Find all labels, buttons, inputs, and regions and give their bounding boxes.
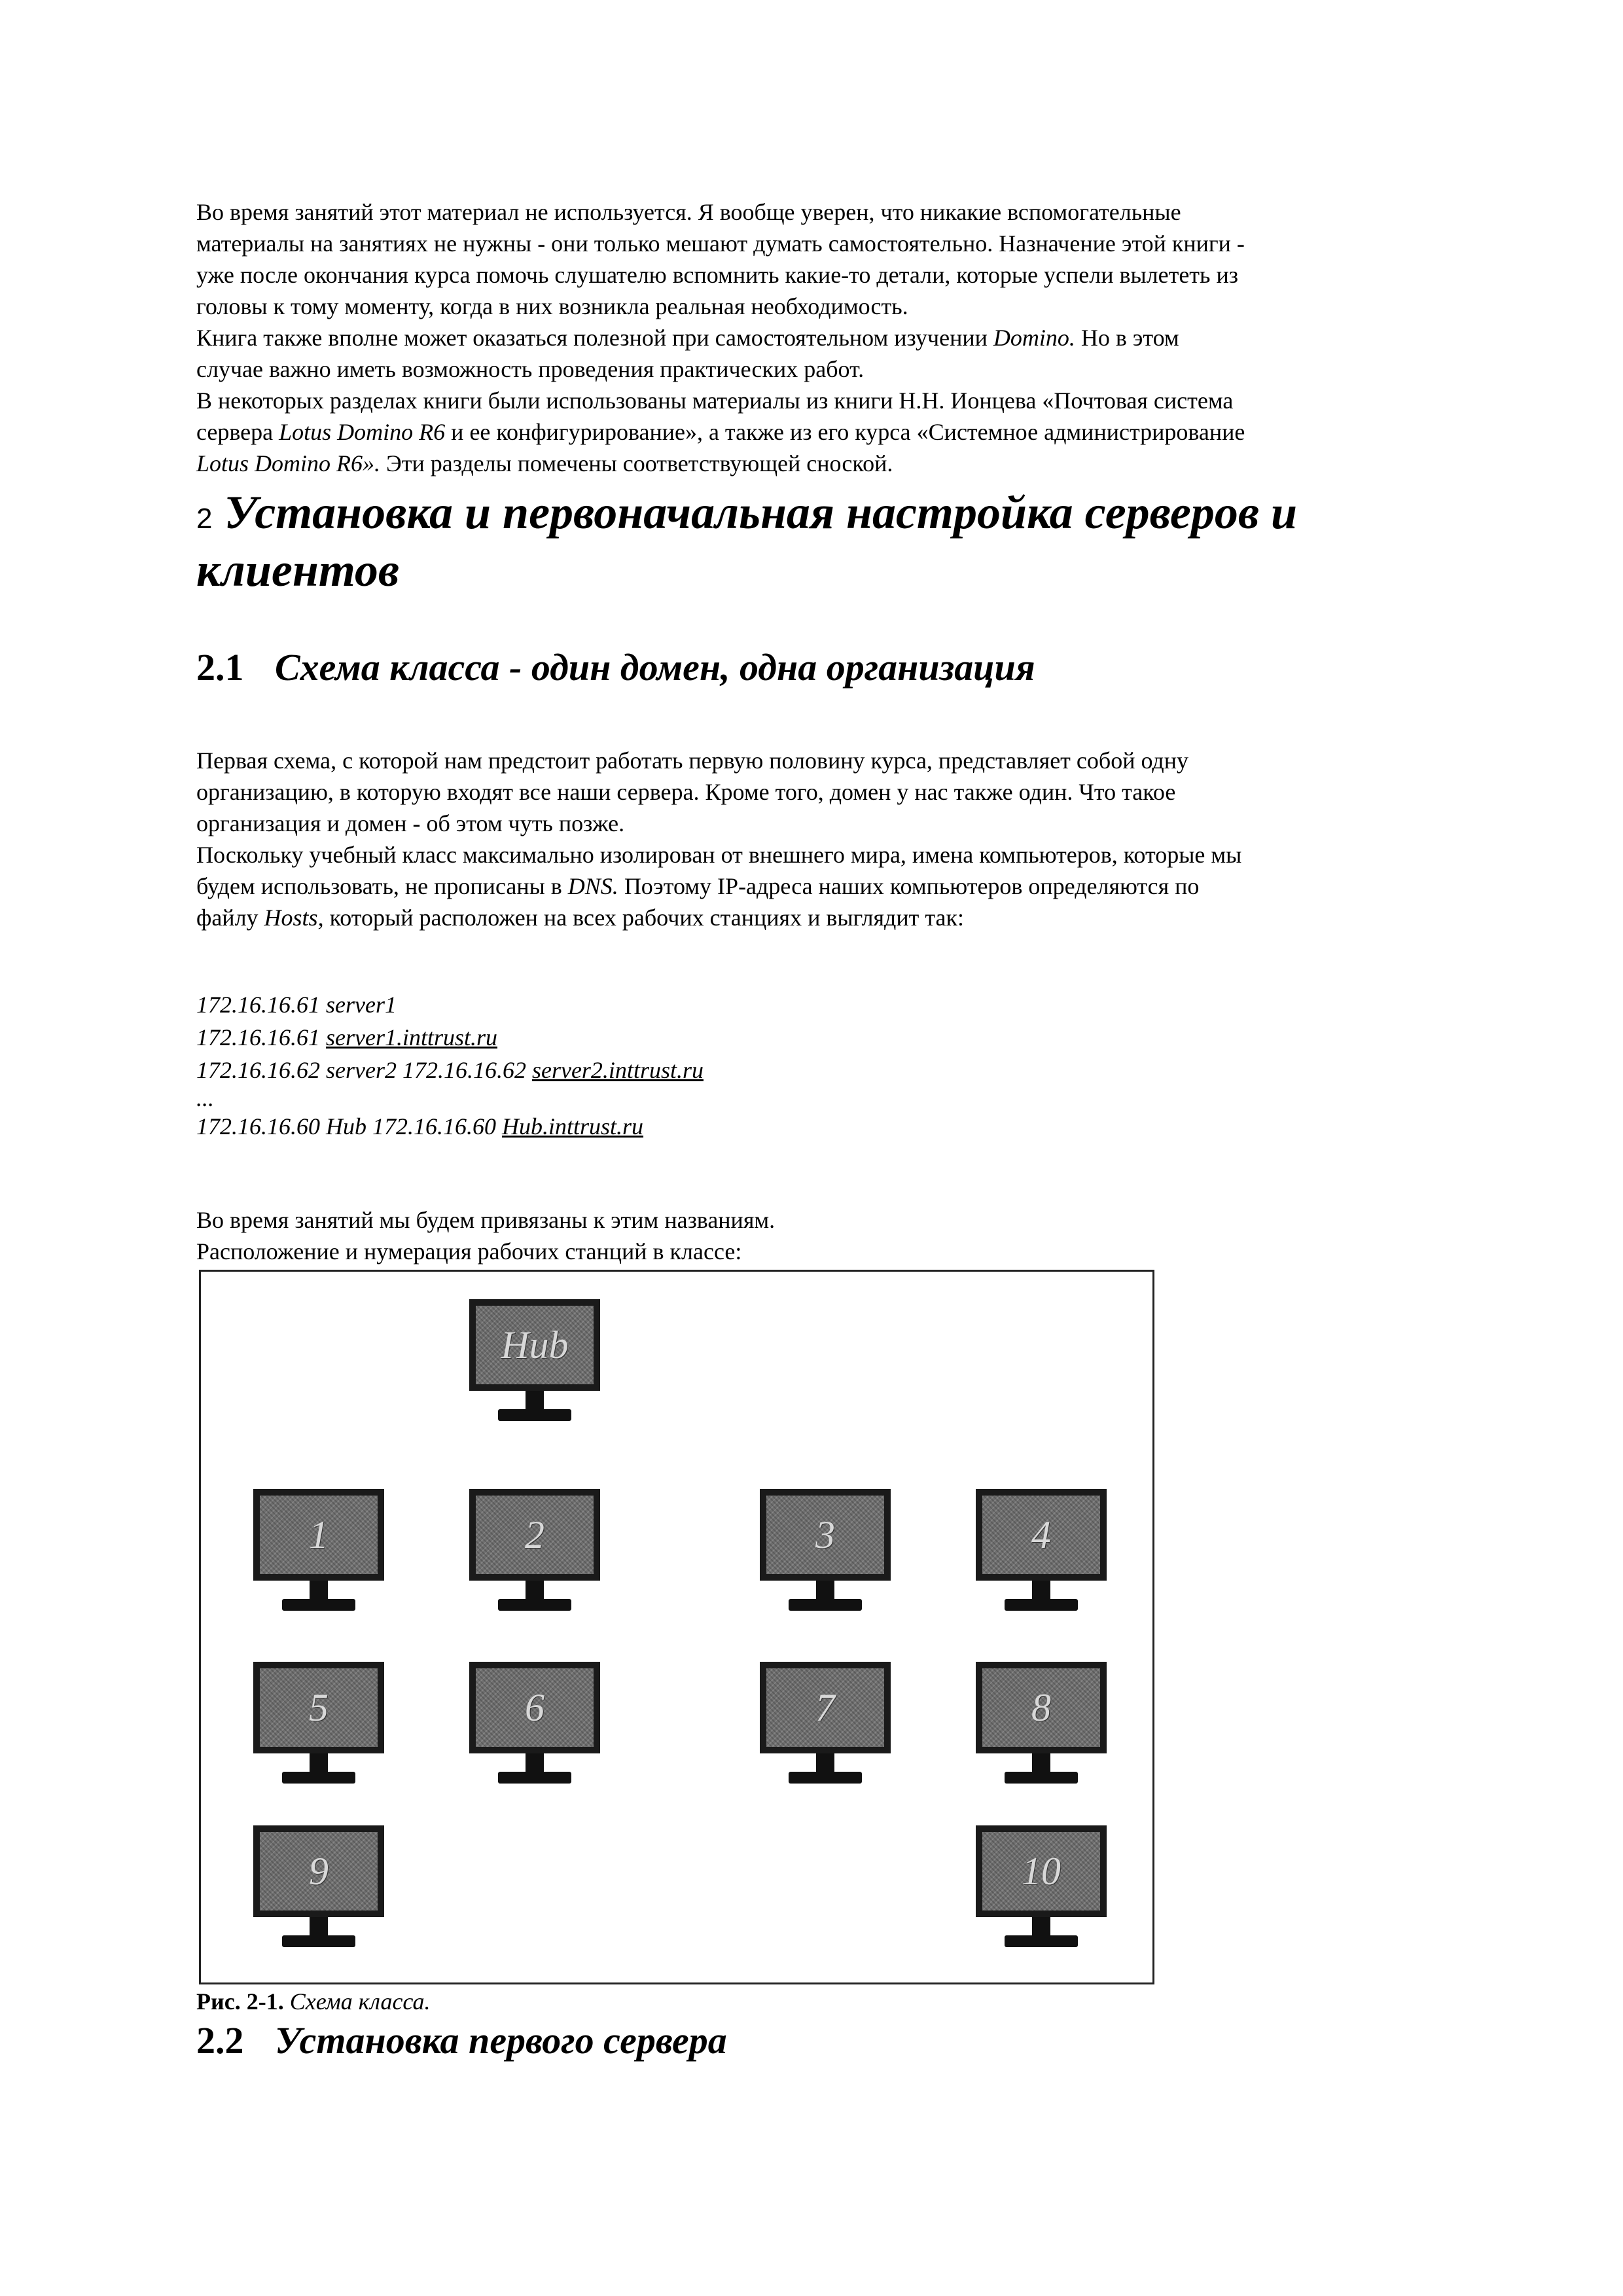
monitor-base: [498, 1599, 571, 1611]
section-2-1-number: 2.1: [196, 646, 244, 689]
station-10-monitor: [976, 1825, 1107, 1950]
lotus-domino-term: Lotus Domino R6: [279, 419, 446, 445]
monitor-stand: [526, 1391, 544, 1410]
intro-p1-line-3: уже после окончания курса помочь слушателю вспомнить какие-то детали, которые успели вылететь из: [196, 262, 1238, 288]
intro-p2-line-1: [196, 322, 1440, 353]
section-2-title-line-2: клиентов: [196, 544, 400, 596]
server1-link[interactable]: server1.inttrust.ru: [326, 1024, 498, 1050]
intro-p3-line-1: В некоторых разделах книги были использованы материалы из книги Н.Н. Ионцева «Почтовая система: [196, 387, 1234, 414]
hosts-line-2-ip: 172.16.16.61: [196, 1024, 326, 1050]
station-4-label: 4: [1031, 1513, 1051, 1556]
monitor-base: [789, 1599, 862, 1611]
station-4-screen: [976, 1489, 1107, 1581]
monitor-base: [1005, 1599, 1078, 1611]
s21-p1-line-2: организацию, в которую входят все наши сервера. Кроме того, домен у нас также один. Что такое: [196, 779, 1176, 805]
intro-paragraph-1: [196, 196, 1440, 322]
intro-p2-text-end: Но в этом: [1075, 325, 1179, 351]
hosts-line-2: [196, 1021, 704, 1054]
monitor-base: [282, 1935, 355, 1947]
section-2-number: 2: [196, 503, 213, 535]
station-5-screen: [253, 1662, 384, 1753]
hosts-line-5: [196, 1110, 704, 1143]
intro-paragraph-3: [196, 385, 1440, 479]
station-8-screen: [976, 1662, 1107, 1753]
monitor-stand: [310, 1581, 328, 1600]
figure-caption: [196, 1986, 430, 2017]
station-2-monitor: [469, 1489, 600, 1613]
station-10-label: 10: [1022, 1849, 1061, 1893]
station-6-label: 6: [525, 1685, 544, 1729]
s21-p2-line-2: [196, 870, 1440, 902]
section-2-2-number: 2.2: [196, 2019, 244, 2062]
intro-p2-line-2: случае важно иметь возможность проведения практических работ.: [196, 356, 865, 382]
station-3-monitor: [760, 1489, 891, 1613]
station-7-screen: [760, 1662, 891, 1753]
monitor-base: [1005, 1772, 1078, 1784]
after-hosts-line-2: Расположение и нумерация рабочих станций в классе:: [196, 1238, 742, 1265]
intro-p1-line-2: материалы на занятиях не нужны - они только мешают думать самостоятельно. Назначение этой книги -: [196, 230, 1245, 257]
section-2-2-heading: [196, 2017, 727, 2064]
monitor-stand: [526, 1753, 544, 1773]
hosts-term: Hosts,: [264, 905, 324, 931]
station-1-monitor: [253, 1489, 384, 1613]
figure-caption-text: Схема класса.: [283, 1988, 431, 2015]
station-9-monitor: [253, 1825, 384, 1950]
s21-p2-text-2: файлу: [196, 905, 264, 931]
monitor-stand: [526, 1581, 544, 1600]
station-8-label: 8: [1031, 1685, 1051, 1729]
section-2-heading: [196, 483, 1440, 548]
station-5-monitor: [253, 1662, 384, 1786]
monitor-base: [789, 1772, 862, 1784]
section-2-title-line-1: Установка и первоначальная настройка серверов и: [224, 486, 1298, 539]
s21-p2-line-3: [196, 902, 1440, 933]
monitor-base: [498, 1772, 571, 1784]
monitor-stand: [816, 1753, 834, 1773]
hosts-line-1: 172.16.16.61 server1: [196, 992, 397, 1018]
intro-p3-text-end: и ее конфигурирование», а также из его курса «Системное администрирование: [445, 419, 1245, 445]
station-6-screen: [469, 1662, 600, 1753]
hosts-line-ellipsis: ...: [196, 1085, 214, 1111]
station-3-screen: [760, 1489, 891, 1581]
monitor-base: [1005, 1935, 1078, 1947]
s21-p1-line-3: организация и домен - об этом чуть позже.: [196, 810, 625, 836]
s21-p2-text-end-2: который расположен на всех рабочих станциях и выглядит так:: [323, 905, 964, 931]
monitor-base: [282, 1772, 355, 1784]
intro-p1-line-4: головы к тому моменту, когда в них возникла реальная необходимость.: [196, 293, 908, 319]
section-2-1-heading: [196, 644, 1035, 691]
intro-paragraph-2: [196, 322, 1440, 385]
station-6-monitor: [469, 1662, 600, 1786]
station-7-monitor: [760, 1662, 891, 1786]
s21-p2-line-1: Поскольку учебный класс максимально изолирован от внешнего мира, имена компьютеров, которые мы: [196, 842, 1242, 868]
station-3-label: 3: [815, 1513, 835, 1556]
station-10-screen: [976, 1825, 1107, 1917]
after-hosts-line-1: Во время занятий мы будем привязаны к этим названиям.: [196, 1207, 776, 1233]
s21-p1-line-1: Первая схема, с которой нам предстоит работать первую половину курса, представляет собой одну: [196, 747, 1189, 774]
intro-p2-text: Книга также вполне может оказаться полезной при самостоятельном изучении: [196, 325, 993, 351]
intro-p3-line-2: [196, 416, 1440, 448]
hub-monitor: [469, 1299, 600, 1424]
section-2-1-paragraph-2: [196, 839, 1440, 933]
station-1-label: 1: [309, 1513, 329, 1556]
hosts-file-listing: [196, 988, 704, 1143]
station-9-label: 9: [309, 1849, 329, 1893]
section-2-1-paragraph-1: [196, 745, 1440, 839]
station-7-label: 7: [815, 1685, 835, 1729]
hosts-line-3-ip: 172.16.16.62 server2 172.16.16.62: [196, 1057, 532, 1083]
monitor-stand: [1032, 1581, 1050, 1600]
station-9-screen: [253, 1825, 384, 1917]
intro-p3-text-end-2: Эти разделы помечены соответствующей сноской.: [380, 450, 893, 476]
station-5-label: 5: [309, 1685, 329, 1729]
monitor-stand: [816, 1581, 834, 1600]
station-4-monitor: [976, 1489, 1107, 1613]
after-hosts-paragraph: [196, 1204, 1440, 1267]
hub-screen: [469, 1299, 600, 1391]
intro-p1-line-1: Во время занятий этот материал не используется. Я вообще уверен, что никакие вспомогательные: [196, 199, 1181, 225]
station-2-label: 2: [525, 1513, 544, 1556]
monitor-stand: [310, 1753, 328, 1773]
intro-p3-line-3: [196, 448, 1440, 479]
station-8-monitor: [976, 1662, 1107, 1786]
hosts-line-3: [196, 1054, 704, 1086]
hub-label: Hub: [501, 1323, 569, 1367]
domino-term: Domino.: [993, 325, 1075, 351]
monitor-stand: [1032, 1753, 1050, 1773]
server2-link[interactable]: server2.inttrust.ru: [531, 1057, 704, 1083]
hub-link[interactable]: Hub.inttrust.ru: [502, 1113, 644, 1139]
section-2-2-title: Установка первого сервера: [275, 2019, 727, 2062]
station-2-screen: [469, 1489, 600, 1581]
section-2-heading-cont: [196, 541, 1440, 600]
classroom-diagram: [199, 1270, 1154, 1984]
hosts-line-5-ip: 172.16.16.60 Hub 172.16.16.60: [196, 1113, 502, 1139]
monitor-base: [498, 1409, 571, 1421]
dns-term: DNS.: [567, 873, 618, 899]
station-1-screen: [253, 1489, 384, 1581]
monitor-stand: [310, 1917, 328, 1937]
intro-p3-text: сервера: [196, 419, 279, 445]
figure-caption-label: Рис. 2-1.: [196, 1988, 284, 2015]
monitor-stand: [1032, 1917, 1050, 1937]
monitor-base: [282, 1599, 355, 1611]
s21-p2-text: будем использовать, не прописаны в: [196, 873, 568, 899]
lotus-domino-term-2: Lotus Domino R6».: [196, 450, 381, 476]
section-2-1-title: Схема класса - один домен, одна организация: [275, 646, 1035, 689]
s21-p2-text-end: Поэтому IP-адреса наших компьютеров определяются по: [618, 873, 1200, 899]
